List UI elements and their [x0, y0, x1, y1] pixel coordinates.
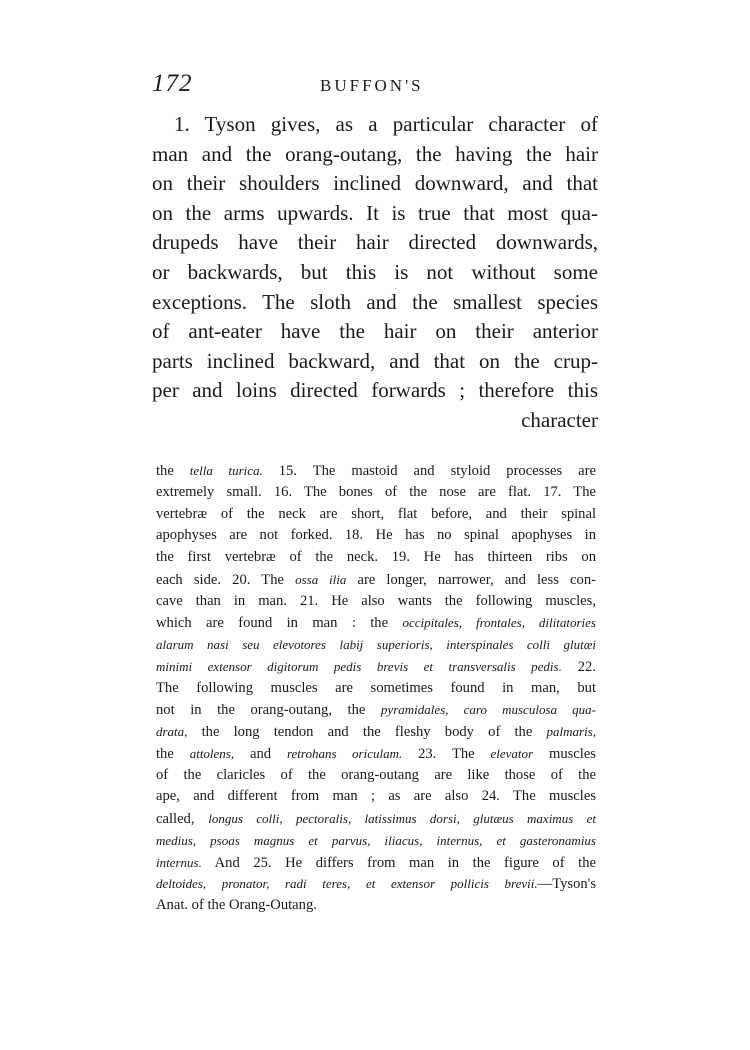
footnote-italic: alarum nasi seu elevotores labij superioris, interspinales colli glutæi — [156, 637, 596, 652]
footnote-text: 15. The mastoid and styloid processes are — [262, 463, 596, 479]
footnote-line: of the claricles of the orang-outang are like those of the — [156, 766, 596, 783]
footnote-text: not in the orang-outang, the — [156, 702, 381, 719]
footnote-line — [156, 634, 596, 656]
footnote-text: —Tyson's — [537, 876, 596, 893]
footnote-italic: longus colli, pectoralis, latissimus dorsi, glutæus maximus et — [208, 811, 596, 826]
main-text-line: exceptions. The sloth and the smallest species — [152, 289, 598, 314]
footnote-italic: elevator — [490, 745, 534, 761]
footnote-italic: tella turica. — [189, 463, 263, 478]
footnote-italic: internus. — [156, 854, 202, 870]
footnote-italic: deltoides, pronator, radi teres, et extensor pollicis brevii. — [156, 876, 538, 892]
footnote-text: which are found in man : the — [156, 615, 403, 632]
footnote-italic: minimi extensor digitorum pedis brevis et transversalis pedis. — [156, 658, 562, 674]
footnote-line — [156, 808, 596, 830]
footnote-line: Anat. of the Orang-Outang. — [156, 897, 317, 913]
footnote — [156, 460, 596, 917]
footnote-italic: drata, — [156, 724, 188, 739]
footnote-line — [156, 569, 596, 591]
footnote-italic: attolens, — [189, 745, 235, 761]
footnote-text: muscles — [533, 745, 596, 762]
footnote-line: ape, and different from man ; as are also 24. The muscles — [156, 788, 596, 805]
footnote-line — [156, 699, 596, 721]
running-head-title: BUFFON'S — [320, 76, 424, 95]
footnote-italic: retrohans oriculam. — [286, 745, 403, 761]
main-paragraph — [152, 110, 598, 436]
footnote-text: are longer, narrower, and less con- — [346, 571, 596, 588]
footnote-italic: palmaris, — [546, 724, 596, 739]
footnote-line: the first vertebræ of the neck. 19. He has thirteen ribs on — [156, 549, 596, 565]
footnote-line: apophyses are not forked. 18. He has no spinal apophyses in — [156, 527, 596, 544]
main-text-line: 1. Tyson gives, as a particular character of — [174, 112, 598, 136]
footnote-italic: occipitales, frontales, dilitatories — [402, 615, 596, 631]
footnote-line — [156, 656, 596, 678]
footnote-line: cave than in man. 21. He also wants the following muscles, — [156, 592, 596, 609]
main-text-line: drupeds have their hair directed downwards, — [152, 230, 598, 255]
footnote-line — [156, 721, 596, 743]
footnote-text: the long tendon and the fleshy body of the — [187, 724, 547, 740]
running-head — [152, 70, 598, 100]
footnote-line: extremely small. 16. The bones of the nose are flat. 17. The — [156, 483, 596, 500]
footnote-text: and — [234, 745, 287, 762]
main-text-line: per and loins directed forwards ; therefore this — [152, 378, 598, 403]
footnote-text: 22. — [561, 658, 596, 675]
footnote-line — [156, 460, 596, 482]
footnote-text: And 25. He differs from man in the figure of the — [201, 854, 596, 871]
footnote-line — [156, 612, 596, 634]
footnote-text: called, — [156, 811, 209, 827]
footnote-italic: ossa ilia — [295, 571, 347, 587]
footnote-text: each side. 20. The — [156, 571, 296, 588]
main-text-line: on their shoulders inclined downward, and that — [152, 171, 598, 196]
main-text-line: parts inclined backward, and that on the crup- — [152, 348, 598, 373]
main-text-line: man and the orang-outang, the having the hair — [152, 141, 598, 166]
footnote-italic: pyramidales, caro musculosa qua- — [380, 702, 596, 718]
footnote-line — [156, 873, 596, 895]
catchword: character — [521, 407, 598, 432]
page-number: 172 — [152, 70, 193, 97]
footnote-line: vertebræ of the neck are short, flat before, and their spinal — [156, 505, 596, 522]
main-text-line: on the arms upwards. It is true that most qua- — [152, 200, 598, 225]
footnote-line — [156, 830, 596, 852]
footnote-text: 23. The — [402, 745, 491, 762]
footnote-text: the — [156, 745, 190, 762]
footnote-line: The following muscles are sometimes found in man, but — [156, 679, 596, 696]
footnote-italic: medius, psoas magnus et parvus, iliacus, internus, et gasteronamius — [156, 832, 596, 848]
footnote-line — [156, 852, 596, 874]
main-text-line: of ant-eater have the hair on their anterior — [152, 319, 598, 344]
main-text-line: or backwards, but this is not without some — [152, 259, 598, 284]
footnote-line — [156, 743, 596, 765]
footnote-text: the — [156, 463, 190, 479]
